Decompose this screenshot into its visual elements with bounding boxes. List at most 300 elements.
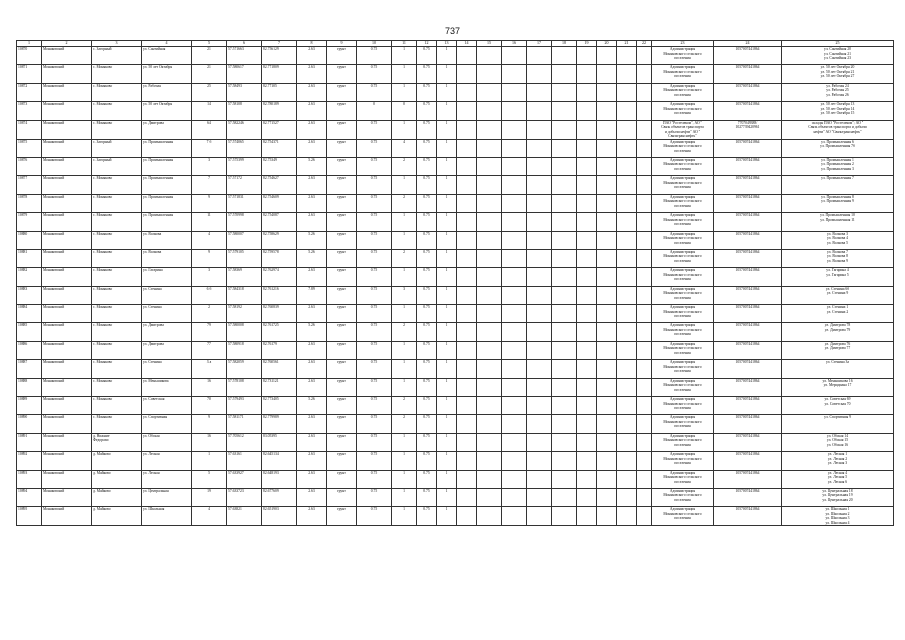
table-row — [17, 433, 894, 451]
cell-lon: 82.731121 — [262, 378, 297, 396]
table-row — [17, 176, 894, 194]
cell-house: 6 б — [192, 286, 227, 304]
cell-ogrn: 1057007441864 — [714, 507, 782, 526]
cell-empty — [502, 360, 527, 378]
cell-sources: ул. Сантийная 20 ул. Сантийная 21 ул. Сантийная 23 — [782, 47, 894, 65]
table-row — [17, 378, 894, 396]
cell-empty — [527, 360, 552, 378]
cell-vol: 0.75 — [357, 47, 392, 65]
cell-empty — [637, 507, 652, 526]
cell-empty — [457, 452, 477, 470]
cell-empty — [552, 102, 577, 120]
cell-cnt: 2 — [392, 397, 417, 415]
cell-cnt: 1 — [392, 378, 417, 396]
cell-district: Моняковский — [42, 415, 92, 433]
cell-empty — [637, 194, 652, 212]
cell-empty — [457, 323, 477, 341]
cell-owner: ПАО "Ростелеком", АО " Связь объектов транспорта и добычи нефти" АО " Связьтранснефть" — [652, 120, 714, 139]
cell-vol: 0.75 — [357, 120, 392, 139]
cell-empty — [637, 102, 652, 120]
cell-area: 2.63 — [297, 268, 327, 286]
cell-cnt2: 1 — [437, 452, 457, 470]
cell-owner: Администрация Моняковского сельского поселения — [652, 507, 714, 526]
cell-empty — [597, 65, 617, 83]
cell-sources: ул. Промышленная 1 ул. Промышленная 2 ул. Промышленная 3 — [782, 157, 894, 175]
cell-empty — [457, 102, 477, 120]
cell-no: 10872 — [17, 83, 42, 101]
cell-area: 2.63 — [297, 415, 327, 433]
column-number: 10 — [357, 41, 392, 47]
cell-place: с. Моняково — [92, 360, 142, 378]
cell-house: 9 — [192, 194, 227, 212]
cell-vol2: 0.75 — [417, 213, 437, 231]
cell-owner: Администрация Моняковского сельского поселения — [652, 47, 714, 65]
cell-sources: ул. Лесная 4 ул. Лесная 5 ул. Лесная 6 — [782, 470, 894, 488]
column-number: 3 — [92, 41, 142, 47]
cell-empty — [457, 360, 477, 378]
cell-empty — [502, 268, 527, 286]
cell-empty — [597, 83, 617, 101]
cell-cover: грунт — [327, 157, 357, 175]
cell-cnt2: 1 — [437, 157, 457, 175]
cell-empty — [502, 194, 527, 212]
cell-cnt: 1 — [392, 213, 417, 231]
cell-cover: грунт — [327, 488, 357, 506]
cell-ogrn: 7707049388/ 1027739420961 — [714, 120, 782, 139]
cell-lat: 57.63821 — [227, 507, 262, 526]
cell-empty — [477, 507, 502, 526]
cell-empty — [577, 305, 597, 323]
cell-area: 5.26 — [297, 157, 327, 175]
table-row — [17, 360, 894, 378]
cell-empty — [552, 415, 577, 433]
column-number: 15 — [477, 41, 502, 47]
cell-no: 10881 — [17, 249, 42, 267]
cell-empty — [477, 102, 502, 120]
cell-vol2: 0.75 — [417, 83, 437, 101]
cell-no: 10877 — [17, 176, 42, 194]
cell-district: Моняковский — [42, 231, 92, 249]
column-number: 23 — [652, 41, 714, 47]
column-number: 14 — [457, 41, 477, 47]
cell-district: Моняковский — [42, 47, 92, 65]
cell-sources: ул. Гагарина 4 ул. Гагарина 5 — [782, 268, 894, 286]
cell-ogrn: 1057007441864 — [714, 433, 782, 451]
cell-cnt: 1 — [392, 65, 417, 83]
cell-lat: 57.570998 — [227, 213, 262, 231]
table-row — [17, 102, 894, 120]
cell-empty — [617, 323, 637, 341]
cell-empty — [597, 378, 617, 396]
cell-empty — [552, 397, 577, 415]
cell-area: 2.63 — [297, 305, 327, 323]
table-row — [17, 470, 894, 488]
cell-ogrn: 1057007441864 — [714, 194, 782, 212]
cell-empty — [502, 452, 527, 470]
cell-no: 10874 — [17, 120, 42, 139]
cell-empty — [552, 470, 577, 488]
cell-empty — [552, 268, 577, 286]
cell-empty — [617, 157, 637, 175]
cell-sources: ул. Школьная 1 ул. Школьная 2 ул. Школьная 3 ул. Школьная 4 — [782, 507, 894, 526]
cell-lon: 82.756129 — [262, 47, 297, 65]
cell-street: ул. Промышленная — [142, 213, 192, 231]
cell-street: ул. Промышленная — [142, 157, 192, 175]
cell-lon: 82.779989 — [262, 415, 297, 433]
cell-area: 7.89 — [297, 286, 327, 304]
cell-cover: грунт — [327, 323, 357, 341]
cell-empty — [552, 286, 577, 304]
cell-street: ул. Волкова — [142, 249, 192, 267]
cell-empty — [552, 360, 577, 378]
cell-street: ул. Промышленная — [142, 176, 192, 194]
cell-empty — [502, 433, 527, 451]
cell-vol2: 0.75 — [417, 231, 437, 249]
cell-empty — [527, 470, 552, 488]
cell-house: 4 — [192, 507, 227, 526]
cell-cover: грунт — [327, 415, 357, 433]
cell-ogrn: 1057007441864 — [714, 47, 782, 65]
cell-vol: 0.75 — [357, 433, 392, 451]
cell-ogrn: 1057007441864 — [714, 323, 782, 341]
cell-ogrn: 1057007441864 — [714, 305, 782, 323]
cell-no: 10884 — [17, 305, 42, 323]
cell-house: 64 — [192, 120, 227, 139]
cell-area: 2.63 — [297, 488, 327, 506]
cell-empty — [577, 120, 597, 139]
cell-lon: 82.761216 — [262, 286, 297, 304]
cell-district: Моняковский — [42, 176, 92, 194]
cell-empty — [527, 378, 552, 396]
cell-owner: Администрация Моняковского сельского поселения — [652, 83, 714, 101]
cell-area: 2.63 — [297, 213, 327, 231]
cell-empty — [617, 231, 637, 249]
cell-place: с. Загорный — [92, 139, 142, 157]
column-number: 12 — [417, 41, 437, 47]
cell-area: 2.63 — [297, 341, 327, 359]
cell-cnt2: 1 — [437, 249, 457, 267]
cell-owner: Администрация Моняковского сельского поселения — [652, 323, 714, 341]
cell-no: 10882 — [17, 268, 42, 286]
column-number: 16 — [502, 41, 527, 47]
cell-street: ул. 50 лет Октября — [142, 102, 192, 120]
cell-vol: 0.75 — [357, 157, 392, 175]
cell-vol2: 0.75 — [417, 120, 437, 139]
table-row — [17, 286, 894, 304]
cell-place: с. Моняково — [92, 231, 142, 249]
cell-vol2: 0.75 — [417, 507, 437, 526]
cell-lat: 57.574065 — [227, 139, 262, 157]
cell-empty — [457, 305, 477, 323]
cell-empty — [477, 47, 502, 65]
cell-district: Моняковский — [42, 83, 92, 101]
cell-lon: 82.773405 — [262, 397, 297, 415]
cell-empty — [577, 268, 597, 286]
cell-empty — [502, 176, 527, 194]
cell-ogrn: 1057007441864 — [714, 470, 782, 488]
cell-empty — [477, 231, 502, 249]
cell-vol: 0.75 — [357, 452, 392, 470]
cell-empty — [477, 378, 502, 396]
cell-cnt2: 1 — [437, 397, 457, 415]
cell-empty — [577, 323, 597, 341]
table-row — [17, 213, 894, 231]
cell-vol: 0.75 — [357, 176, 392, 194]
cell-street: ул. Лесная — [142, 470, 192, 488]
cell-street: ул. Стенина — [142, 305, 192, 323]
cell-lat: 57.58192 — [227, 305, 262, 323]
cell-empty — [457, 120, 477, 139]
cell-vol2: 0.75 — [417, 102, 437, 120]
cell-empty — [577, 139, 597, 157]
cell-no: 10893 — [17, 470, 42, 488]
cell-district: Моняковский — [42, 120, 92, 139]
cell-empty — [617, 65, 637, 83]
cell-empty — [637, 323, 652, 341]
cell-empty — [552, 157, 577, 175]
cell-sources: ул. Лесная 1 ул. Лесная 2 ул. Лесная 3 — [782, 452, 894, 470]
cell-empty — [502, 120, 527, 139]
table-row — [17, 139, 894, 157]
table-row — [17, 249, 894, 267]
cell-vol2: 0.75 — [417, 305, 437, 323]
column-number: 21 — [617, 41, 637, 47]
cell-empty — [577, 341, 597, 359]
cell-empty — [457, 507, 477, 526]
cell-cnt: 1 — [392, 305, 417, 323]
cell-empty — [637, 47, 652, 65]
cell-empty — [577, 157, 597, 175]
cell-empty — [457, 231, 477, 249]
cell-vol: 0.75 — [357, 231, 392, 249]
cell-ogrn: 1057007441864 — [714, 213, 782, 231]
cell-ogrn: 1057007441864 — [714, 157, 782, 175]
cell-district: Моняковский — [42, 470, 92, 488]
cell-empty — [637, 415, 652, 433]
cell-empty — [597, 323, 617, 341]
column-number: 13 — [437, 41, 457, 47]
cell-lat: 57.580008 — [227, 323, 262, 341]
cell-lon: 82.754087 — [262, 213, 297, 231]
cell-empty — [597, 139, 617, 157]
cell-empty — [457, 378, 477, 396]
cell-empty — [457, 397, 477, 415]
cell-empty — [502, 249, 527, 267]
cell-empty — [637, 488, 652, 506]
cell-no: 10873 — [17, 102, 42, 120]
cell-street: ул. Сантийная — [142, 47, 192, 65]
cell-empty — [617, 360, 637, 378]
cell-cnt: 2 — [392, 157, 417, 175]
cell-house: 70 — [192, 397, 227, 415]
cell-vol2: 0.75 — [417, 360, 437, 378]
cell-vol2: 0.75 — [417, 157, 437, 175]
cell-district: Моняковский — [42, 286, 92, 304]
cell-place: д. Майково — [92, 452, 142, 470]
cell-empty — [477, 470, 502, 488]
cell-lon: 82.76179 — [262, 341, 297, 359]
cell-vol2: 0.75 — [417, 286, 437, 304]
cell-owner: Администрация Моняковского сельского поселения — [652, 286, 714, 304]
cell-empty — [477, 286, 502, 304]
cell-empty — [527, 341, 552, 359]
cell-house: 3 — [192, 268, 227, 286]
cell-owner: Администрация Моняковского сельского поселения — [652, 231, 714, 249]
cell-owner: Администрация Моняковского сельского поселения — [652, 488, 714, 506]
table-row — [17, 397, 894, 415]
cell-cnt: 1 — [392, 507, 417, 526]
cell-place: с. Моняково — [92, 83, 142, 101]
cell-empty — [552, 83, 577, 101]
cell-no: 10892 — [17, 452, 42, 470]
cell-owner: Администрация Моняковского сельского поселения — [652, 139, 714, 157]
cell-place: с. Моняково — [92, 249, 142, 267]
cell-place: с. Моняково — [92, 323, 142, 341]
column-number: 4 — [142, 41, 192, 47]
cell-place: с. Моняково — [92, 213, 142, 231]
cell-empty — [597, 470, 617, 488]
cell-street: ул. Советская — [142, 397, 192, 415]
cell-vol: 0.75 — [357, 305, 392, 323]
table-row — [17, 507, 894, 526]
cell-cnt2: 1 — [437, 213, 457, 231]
cell-empty — [552, 120, 577, 139]
cell-empty — [527, 286, 552, 304]
cell-district: Моняковский — [42, 397, 92, 415]
cell-cnt: 0 — [392, 102, 417, 120]
cell-vol2: 0.75 — [417, 268, 437, 286]
cell-district: Моняковский — [42, 213, 92, 231]
cell-area: 2.63 — [297, 433, 327, 451]
cell-lat: 57.633723 — [227, 488, 262, 506]
cell-street: ул. Спортивная — [142, 415, 192, 433]
cell-empty — [552, 305, 577, 323]
cell-empty — [527, 157, 552, 175]
cell-house: 9 — [192, 249, 227, 267]
cell-cover: грунт — [327, 452, 357, 470]
column-number: 8 — [297, 41, 327, 47]
cell-cnt2: 1 — [437, 488, 457, 506]
cell-house: 16 — [192, 433, 227, 451]
cell-empty — [577, 231, 597, 249]
cell-district: Моняковский — [42, 360, 92, 378]
cell-lon: 82.645134 — [262, 452, 297, 470]
cell-empty — [617, 120, 637, 139]
cell-empty — [527, 452, 552, 470]
cell-empty — [502, 415, 527, 433]
cell-no: 10890 — [17, 415, 42, 433]
cell-house: 2 — [192, 305, 227, 323]
cell-no: 10883 — [17, 286, 42, 304]
cell-area: 2.63 — [297, 176, 327, 194]
cell-cnt2: 1 — [437, 286, 457, 304]
column-number: 18 — [552, 41, 577, 47]
cell-empty — [457, 415, 477, 433]
cell-empty — [577, 507, 597, 526]
cell-ogrn: 1057007441864 — [714, 249, 782, 267]
cell-lon: 82.759578 — [262, 249, 297, 267]
cell-cover: грунт — [327, 231, 357, 249]
cell-empty — [617, 268, 637, 286]
cell-sources: ул. Волкова 7 ул. Волкова 8 ул. Волкова 9 — [782, 249, 894, 267]
cell-empty — [502, 341, 527, 359]
cell-empty — [597, 213, 617, 231]
cell-cnt2: 1 — [437, 341, 457, 359]
cell-district: Моняковский — [42, 341, 92, 359]
cell-empty — [502, 470, 527, 488]
cell-district: Моняковский — [42, 157, 92, 175]
cell-place: с. Моняково — [92, 286, 142, 304]
cell-street: ул. Стенина — [142, 286, 192, 304]
cell-house: 16 — [192, 378, 227, 396]
cell-empty — [617, 176, 637, 194]
column-number: 20 — [597, 41, 617, 47]
cell-vol2: 0.75 — [417, 176, 437, 194]
cell-cnt2: 1 — [437, 305, 457, 323]
cell-empty — [617, 194, 637, 212]
cell-ogrn: 1057007441864 — [714, 378, 782, 396]
cell-lon: 82.75349 — [262, 157, 297, 175]
cell-no: 10888 — [17, 378, 42, 396]
cell-lon: 82.771809 — [262, 65, 297, 83]
cell-empty — [617, 83, 637, 101]
column-number: 22 — [637, 41, 652, 47]
cell-empty — [477, 65, 502, 83]
cell-empty — [477, 397, 502, 415]
cell-cover: грунт — [327, 378, 357, 396]
cell-empty — [552, 65, 577, 83]
cell-empty — [552, 213, 577, 231]
cell-house: 19 — [192, 488, 227, 506]
cell-empty — [617, 415, 637, 433]
cell-empty — [477, 120, 502, 139]
cell-sources: ул. Стенина 1 ул. Стенина 2 — [782, 305, 894, 323]
cell-cover: грунт — [327, 139, 357, 157]
cell-empty — [477, 452, 502, 470]
cell-owner: Администрация Моняковского сельского поселения — [652, 341, 714, 359]
cell-street: ул. Центральная — [142, 488, 192, 506]
cell-cnt2: 1 — [437, 323, 457, 341]
cell-ogrn: 1057007441864 — [714, 102, 782, 120]
cell-cnt: 1 — [392, 341, 417, 359]
cell-lon: 82.77105 — [262, 83, 297, 101]
cell-vol: 0.75 — [357, 341, 392, 359]
cell-cnt: 1 — [392, 176, 417, 194]
cell-lat: 57.58108 — [227, 102, 262, 120]
cell-empty — [457, 157, 477, 175]
cell-empty — [527, 139, 552, 157]
cell-lon: 82.754609 — [262, 194, 297, 212]
cell-sources: ул. Дмитрова 76 ул. Дмитрова 77 — [782, 341, 894, 359]
cell-empty — [637, 397, 652, 415]
cell-vol2: 0.75 — [417, 249, 437, 267]
cell-empty — [457, 213, 477, 231]
cell-cover: грунт — [327, 249, 357, 267]
cell-empty — [577, 470, 597, 488]
cell-empty — [617, 305, 637, 323]
cell-owner: Администрация Моняковского сельского поселения — [652, 305, 714, 323]
cell-owner: Администрация Моняковского сельского поселения — [652, 213, 714, 231]
cell-no: 10886 — [17, 341, 42, 359]
cell-vol2: 0.75 — [417, 47, 437, 65]
cell-vol: 0.75 — [357, 360, 392, 378]
cell-area: 2.63 — [297, 378, 327, 396]
cell-vol2: 0.75 — [417, 139, 437, 157]
table-row — [17, 415, 894, 433]
column-number: 17 — [527, 41, 552, 47]
cell-empty — [552, 488, 577, 506]
column-number: 6 — [227, 41, 262, 47]
